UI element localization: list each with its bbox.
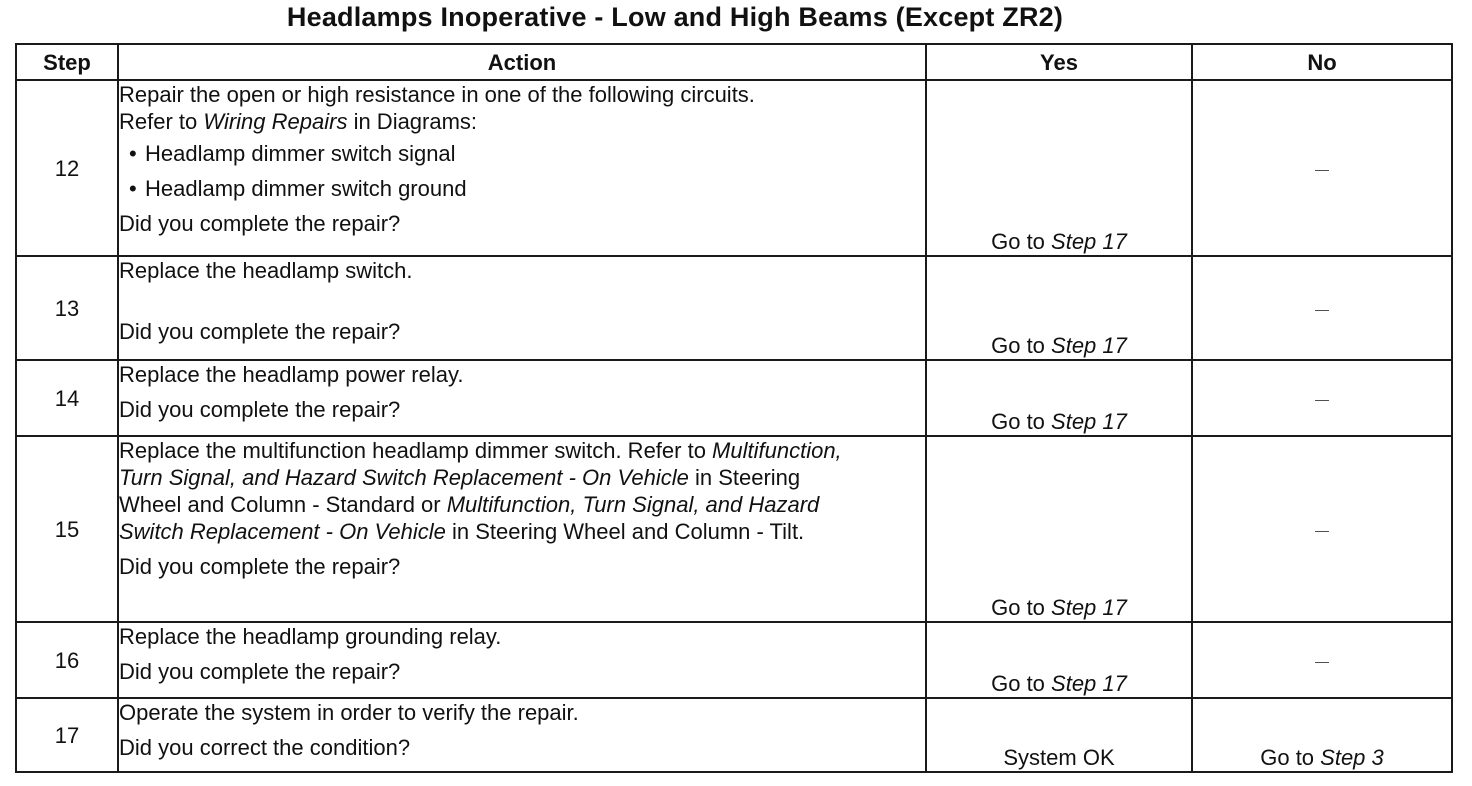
step-number: 17 xyxy=(16,698,118,772)
no-cell xyxy=(1192,622,1452,698)
step-link[interactable]: Step 17 xyxy=(1051,229,1127,254)
step-link[interactable]: Step 3 xyxy=(1320,745,1384,770)
step-number: 13 xyxy=(16,256,118,360)
reference-link[interactable]: Multifunction, Turn Signal, and Hazard Switch Replacement - On Vehicle xyxy=(119,492,820,544)
action-question: Did you complete the repair? xyxy=(119,211,401,236)
yes-cell: Go to Step 17 xyxy=(926,622,1192,698)
action-cell xyxy=(118,360,926,436)
action-question: Did you complete the repair? xyxy=(119,397,401,422)
action-question: Did you complete the repair? xyxy=(119,554,401,579)
table-row xyxy=(16,436,1452,622)
yes-cell: Go to Step 17 xyxy=(926,436,1192,622)
list-item: • Headlamp dimmer switch ground xyxy=(119,175,925,202)
header-no: No xyxy=(1192,44,1452,80)
step-link[interactable]: Step 17 xyxy=(1051,333,1127,358)
table-row xyxy=(16,698,1452,772)
action-text: Operate the system in order to verify the repair. xyxy=(119,700,579,725)
action-question: Did you complete the repair? xyxy=(119,659,401,684)
dash: — xyxy=(1315,161,1329,177)
header-action: Action xyxy=(118,44,926,80)
header-yes: Yes xyxy=(926,44,1192,80)
action-question: Did you correct the condition? xyxy=(119,735,411,760)
step-number: 14 xyxy=(16,360,118,436)
no-cell: Go to Step 3 xyxy=(1192,698,1452,772)
table-row xyxy=(16,256,1452,360)
header-row xyxy=(16,44,1452,80)
action-text: Replace the headlamp switch. xyxy=(119,258,413,283)
action-text: Replace the headlamp power relay. xyxy=(119,362,464,387)
action-reference: Refer to Wiring Repairs in Diagrams: xyxy=(119,109,478,134)
step-link[interactable]: Step 17 xyxy=(1051,671,1127,696)
step-link[interactable]: Step 17 xyxy=(1051,409,1127,434)
action-cell xyxy=(118,622,926,698)
no-cell xyxy=(1192,436,1452,622)
no-cell xyxy=(1192,256,1452,360)
procedure-table xyxy=(15,43,1453,773)
dash: — xyxy=(1315,301,1329,317)
action-text: Repair the open or high resistance in one of the following circuits. xyxy=(119,82,755,107)
action-question: Did you complete the repair? xyxy=(119,319,401,344)
action-cell xyxy=(118,80,926,256)
dash: — xyxy=(1315,522,1329,538)
step-number: 15 xyxy=(16,436,118,622)
yes-cell: Go to Step 17 xyxy=(926,256,1192,360)
step-number: 16 xyxy=(16,622,118,698)
step-link[interactable]: Step 17 xyxy=(1051,595,1127,620)
dash: — xyxy=(1315,653,1329,669)
reference-link[interactable]: Multifunction, Turn Signal, and Hazard Switch Replacement - On Vehicle xyxy=(119,438,842,490)
table-row xyxy=(16,80,1452,256)
action-text: Replace the headlamp grounding relay. xyxy=(119,624,502,649)
table-row xyxy=(16,360,1452,436)
yes-cell: Go to Step 17 xyxy=(926,360,1192,436)
no-cell xyxy=(1192,360,1452,436)
action-text: Replace the multifunction headlamp dimmer switch. Refer to Multifunction, Turn Signal, and Hazard Switch Replacement - On Vehicle in Steering Wheel and Column - Standard or Multifunction, Turn Signal, and Hazard Switch Replacement - On Vehicle in Steering Wheel and Column - Tilt. xyxy=(119,438,842,544)
action-cell xyxy=(118,256,926,360)
yes-cell: System OK xyxy=(926,698,1192,772)
page-title: Headlamps Inoperative - Low and High Beams (Except ZR2) xyxy=(286,2,1064,32)
header-step: Step xyxy=(16,44,118,80)
yes-cell: Go to Step 17 xyxy=(926,80,1192,256)
reference-link[interactable]: Wiring Repairs xyxy=(203,109,348,134)
no-cell xyxy=(1192,80,1452,256)
table-row xyxy=(16,622,1452,698)
action-cell xyxy=(118,436,926,622)
step-number: 12 xyxy=(16,80,118,256)
list-item: • Headlamp dimmer switch signal xyxy=(119,140,925,167)
circuit-list xyxy=(119,140,925,202)
action-cell xyxy=(118,698,926,772)
dash: — xyxy=(1315,391,1329,407)
